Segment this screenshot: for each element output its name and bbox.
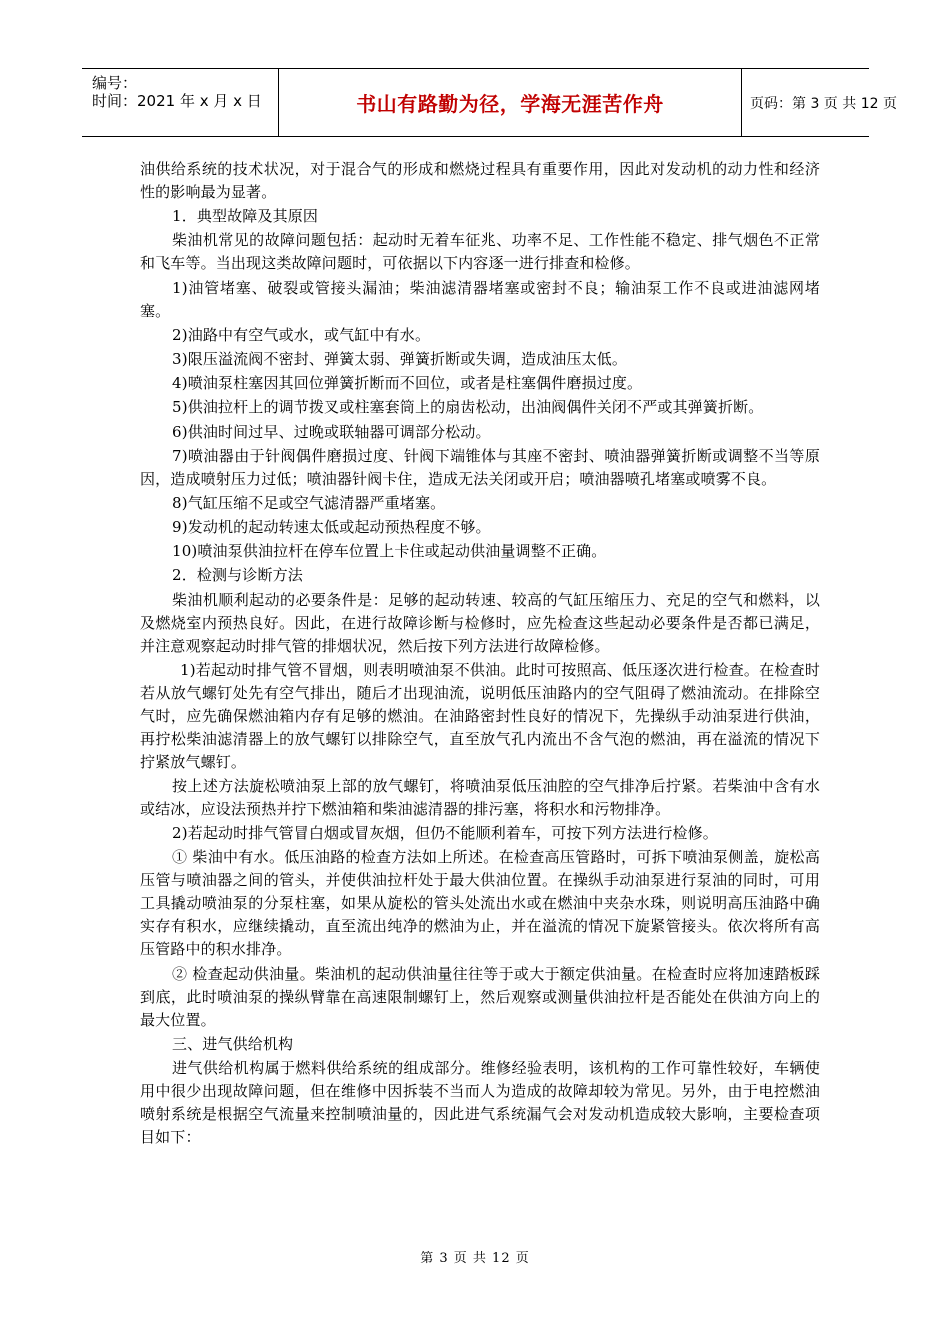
- body-paragraph: 按上述方法旋松喷油泵上部的放气螺钉，将喷油泵低压油腔的空气排净后拧紧。若柴油中含有水或结冰，应设法预热并拧下燃油箱和柴油滤清器的排污塞，将积水和污物排净。: [140, 777, 820, 818]
- body-paragraph: 1．典型故障及其原因: [172, 207, 319, 226]
- header-motto-cell: [278, 69, 742, 136]
- body-paragraph: 柴油机常见的故障问题包括：起动时无着车征兆、功率不足、工作性能不稳定、排气烟色不正常和飞车等。当出现这类故障问题时，可依据以下内容逐一进行排查和检修。: [140, 231, 820, 273]
- page-header: [82, 68, 897, 137]
- body-paragraph: 8)气缸压缩不足或空气滤清器严重堵塞。: [172, 493, 446, 512]
- body-paragraph: 三、进气供给机构: [172, 1034, 294, 1053]
- document-number-label: 编号：: [92, 74, 138, 92]
- document-body: [140, 158, 820, 1150]
- body-paragraph: 5)供油拉杆上的调节拨叉或柱塞套筒上的扇齿松动，出油阀偶件关闭不严或其弹簧折断。: [172, 398, 764, 417]
- body-paragraph: 4)喷油泵柱塞因其回位弹簧折断而不回位，或者是柱塞偶件磨损过度。: [172, 374, 643, 393]
- body-paragraph: 2．检测与诊断方法: [172, 566, 303, 585]
- body-paragraph: 3)限压溢流阀不密封、弹簧太弱、弹簧折断或失调，造成油压太低。: [172, 349, 628, 368]
- body-paragraph: 7)喷油器由于针阀偶件磨损过度、针阀下端锥体与其座不密封、喷油器弹簧折断或调整不当等原因，造成喷射压力过低；喷油器针阀卡住，造成无法关闭或开启；喷油器喷孔堵塞或喷雾不良。: [140, 446, 820, 488]
- body-paragraph: 1)油管堵塞、破裂或管接头漏油；柴油滤清器堵塞或密封不良；输油泵工作不良或进油滤网堵塞。: [140, 278, 820, 320]
- body-paragraph: ① 柴油中有水。低压油路的检查方法如上所述。在检查高压管路时，可拆下喷油泵侧盖，旋松高压管与喷油器之间的管头，并使供油拉杆处于最大供油位置。在操纵手动油泵进行泵油的同时，可用工具撬动喷油泵的分泵柱塞，如果从旋松的管头处流出水或在燃油中夹杂水珠，则说明高压油路中确实存有积水，应继续撬动，直至流出纯净的燃油为止，并在溢流的情况下旋紧管接头。依次将所有高压管路中的积水排净。: [140, 848, 820, 959]
- document-date: 时间：2021 年 x 月 x 日: [92, 92, 262, 110]
- body-paragraph: 1)若起动时排气管不冒烟，则表明喷油泵不供油。此时可按照高、低压逐次进行检查。在检查时若从放气螺钉处先有空气排出，随后才出现油流，说明低压油路内的空气阻碍了燃油流动。在排除空气时，应先确保燃油箱内存有足够的燃油。在油路密封性良好的情况下，先操纵手动油泵进行供油，再拧松柴油滤清器上的放气螺钉以排除空气，直至放气孔内流出不含气泡的燃油，再在溢流的情况下拧紧放气螺钉。: [140, 660, 820, 771]
- body-paragraph: 柴油机顺利起动的必要条件是：足够的起动转速、较高的气缸压缩压力、充足的空气和燃料，以及燃烧室内预热良好。因此，在进行故障诊断与检修时，应先检查这些起动必要条件是否都已满足，并注意观察起动时排气管的排烟状况，然后按下列方法进行故障检修。: [140, 590, 820, 655]
- body-paragraph: 2)油路中有空气或水，或气缸中有水。: [172, 325, 431, 344]
- page-footer: 第 3 页 共 12 页: [420, 1251, 530, 1266]
- header-page-info: 页码：第 3 页 共 12 页: [750, 95, 897, 112]
- body-paragraph: 进气供给机构属于燃料供给系统的组成部分。维修经验表明，该机构的工作可靠性较好，车辆使用中很少出现故障问题，但在维修中因拆装不当而人为造成的故障却较为常见。另外，由于电控燃油喷射系统是根据空气流量来控制喷油量的，因此进气系统漏气会对发动机造成较大影响，主要检查项目如下：: [140, 1058, 820, 1146]
- body-paragraph: 9)发动机的起动转速太低或起动预热程度不够。: [172, 518, 491, 537]
- body-paragraph: 2)若起动时排气管冒白烟或冒灰烟，但仍不能顺利着车，可按下列方法进行检修。: [172, 824, 718, 843]
- body-paragraph: 油供给系统的技术状况，对于混合气的形成和燃烧过程具有重要作用，因此对发动机的动力性和经济性的影响最为显著。: [140, 160, 820, 201]
- body-paragraph: 10)喷油泵供油拉杆在停车位置上卡住或起动供油量调整不正确。: [172, 542, 607, 561]
- body-paragraph: 6)供油时间过早、过晚或联轴器可调部分松动。: [172, 422, 491, 441]
- header-meta: [82, 69, 278, 136]
- body-paragraph: ② 检查起动供油量。柴油机的起动供油量往往等于或大于额定供油量。在检查时应将加速踏板踩到底，此时喷油泵的操纵臂靠在高速限制螺钉上，然后观察或测量供油拉杆是否能处在供油方向上的最大位置。: [140, 964, 820, 1029]
- header-motto: 书山有路勤为径，学海无涯苦作舟: [356, 92, 664, 116]
